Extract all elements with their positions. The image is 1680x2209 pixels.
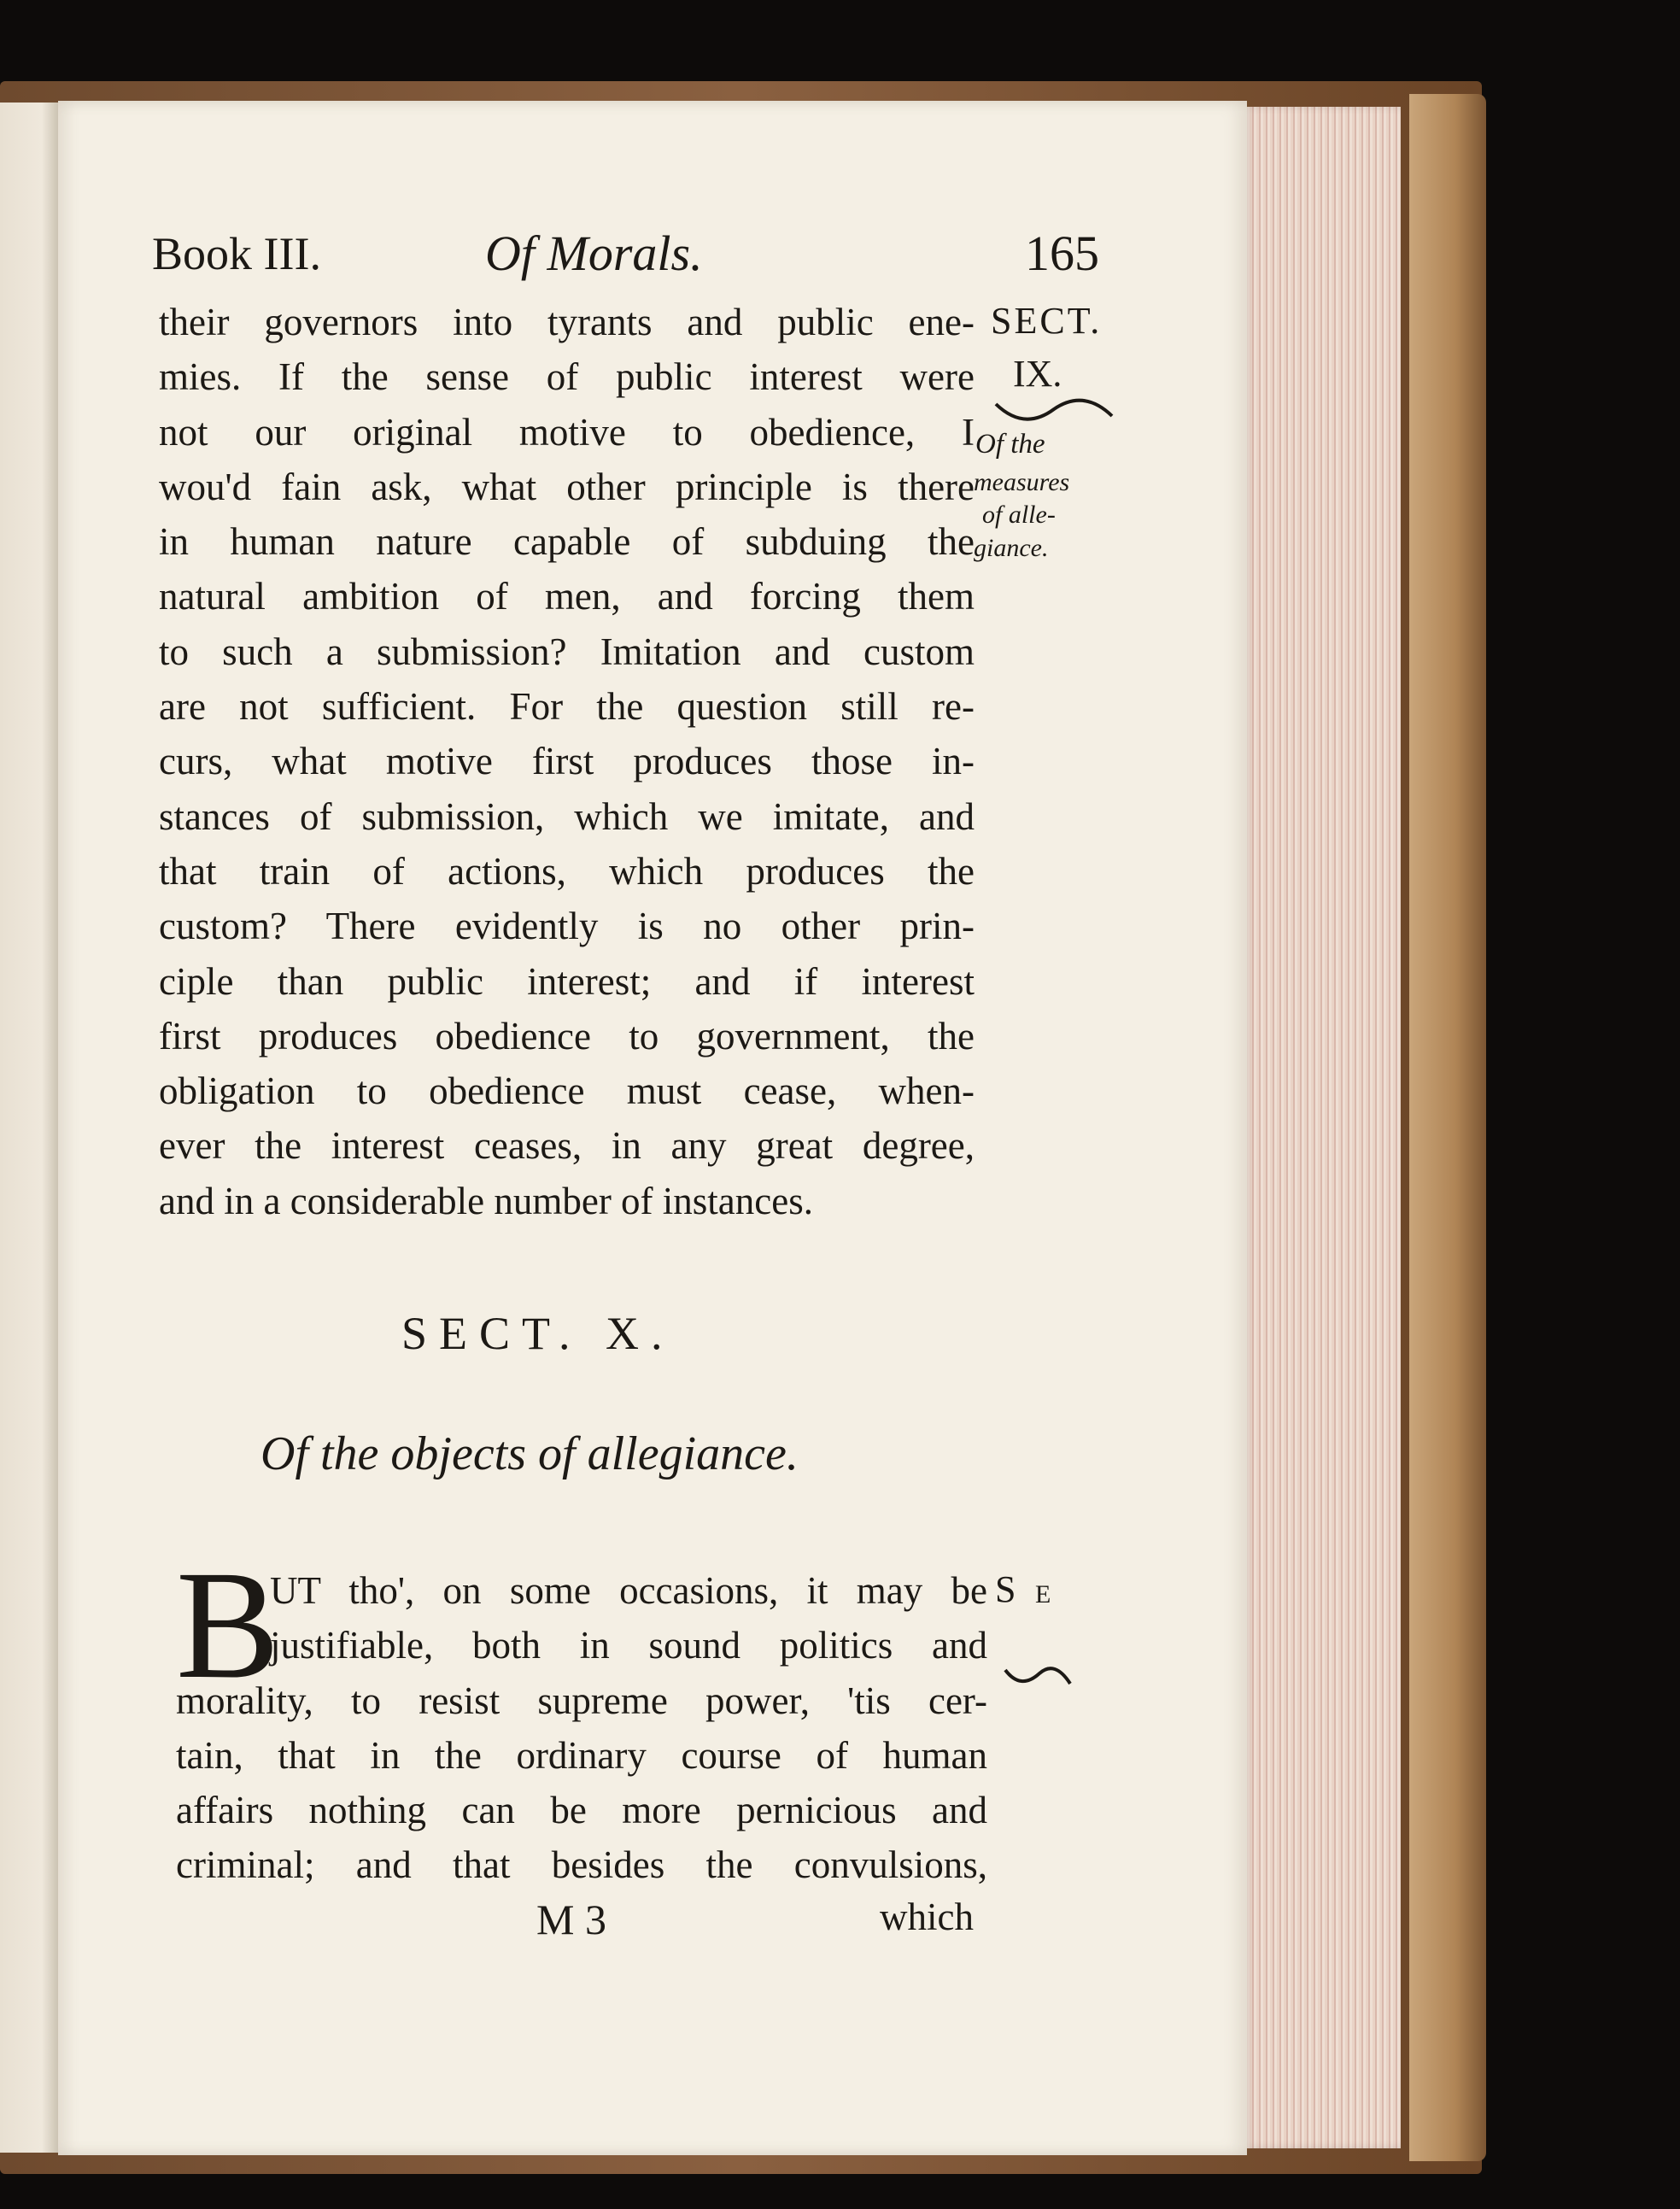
text-line: ever the interest ceases, in any great degree,: [159, 1124, 975, 1168]
text-line: are not sufficient. For the question still re-: [159, 685, 975, 729]
facing-page-edge: [0, 103, 61, 2153]
text-line: ciple than public interest; and if interest: [159, 959, 975, 1003]
text-line: UT tho', on some occasions, it may be: [270, 1569, 987, 1612]
brace-ornament: [994, 397, 1114, 431]
text-line: to such a submission? Imitation and custom: [159, 630, 975, 673]
text-line: justifiable, both in sound politics and: [270, 1624, 987, 1667]
margin-sect-label: SECT.: [991, 300, 1103, 342]
text-line: wou'd fain ask, what other principle is there: [159, 465, 975, 508]
text-line: first produces obedience to government, the: [159, 1014, 975, 1058]
paragraph-continued: [159, 295, 975, 1228]
text-line: natural ambition of men, and forcing them: [159, 575, 975, 618]
text-line: stances of submission, which we imitate, and: [159, 794, 975, 838]
text-line: not our original motive to obedience, I: [159, 410, 975, 454]
drop-cap: B: [176, 1539, 280, 1711]
text-line: tain, that in the ordinary course of human: [176, 1733, 987, 1777]
text-line: custom? There evidently is no other prin-: [159, 905, 975, 948]
page-number: 165: [1025, 226, 1099, 281]
text-line: curs, what motive first produces those in-: [159, 740, 975, 783]
catchword: which: [880, 1896, 974, 1938]
margin-fragment-s: S: [995, 1568, 1016, 1610]
text-line: affairs nothing can be more pernicious and: [176, 1789, 987, 1832]
book-cover-edge: [1409, 94, 1486, 2161]
margin-sect-number: IX.: [1013, 353, 1062, 395]
page-block-edges: [1243, 107, 1401, 2148]
text-line: obligation to obedience must cease, when-: [159, 1069, 975, 1113]
signature-mark: M 3: [536, 1896, 606, 1943]
margin-note-line-3: of alle-: [982, 501, 1056, 529]
text-line: in human nature capable of subduing the: [159, 520, 975, 564]
margin-fragment-e: E: [1035, 1580, 1051, 1608]
text-line: their governors into tyrants and public ene-: [159, 301, 975, 343]
text-line: and in a considerable number of instances.: [159, 1179, 813, 1222]
section-title: Of the objects of allegiance.: [260, 1427, 799, 1480]
running-head-title: Of Morals.: [485, 226, 703, 281]
text-line: mies. If the sense of public interest were: [159, 355, 975, 399]
margin-note-line-1: Of the: [975, 429, 1045, 460]
margin-note-line-2: measures: [974, 468, 1070, 496]
section-paragraph: [176, 1539, 987, 1893]
text-line: that train of actions, which produces the: [159, 849, 975, 893]
text-line: criminal; and that besides the convulsions,: [176, 1843, 987, 1887]
margin-note-line-4: giance.: [974, 534, 1049, 562]
brace-fragment: [1004, 1661, 1072, 1696]
section-heading: SECT. X.: [401, 1308, 675, 1359]
running-head-book: Book III.: [152, 228, 321, 279]
text-line: morality, to resist supreme power, 'tis cer-: [176, 1679, 987, 1722]
